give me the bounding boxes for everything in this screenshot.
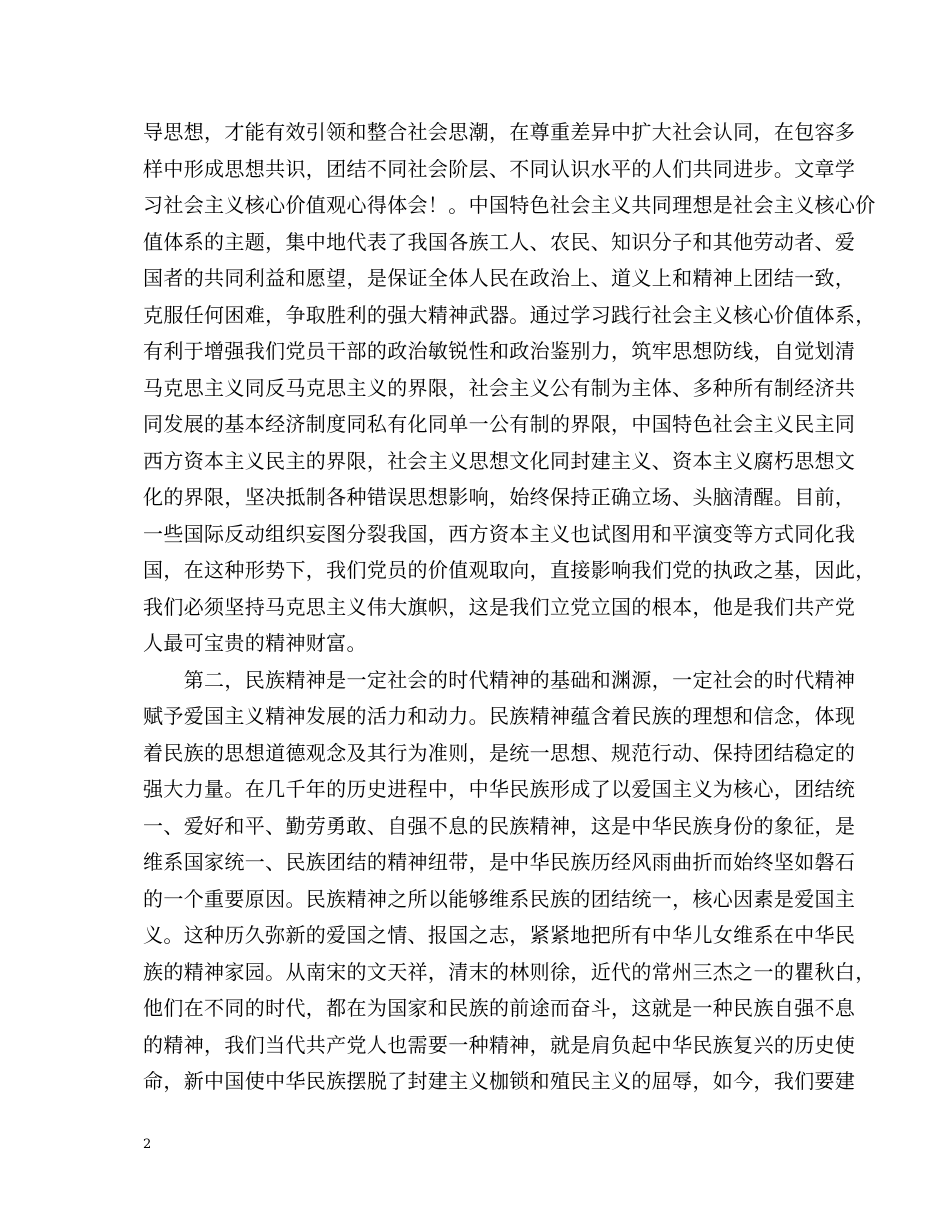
text-line: 值体系的主题，集中地代表了我国各族工人、农民、知识分子和其他劳动者、爱 <box>143 230 856 254</box>
text-line: 他们在不同的时代，都在为国家和民族的前途而奋斗，这就是一种民族自强不息 <box>143 996 856 1020</box>
text-line: 命，新中国使中华民族摆脱了封建主义枷锁和殖民主义的屈辱，如今，我们要建 <box>143 1069 856 1093</box>
text-line: 马克思主义同反马克思主义的界限，社会主义公有制为主体、多种所有制经济共 <box>143 376 856 400</box>
text-line: 一些国际反动组织妄图分裂我国，西方资本主义也试图用和平演变等方式同化我 <box>143 522 856 546</box>
text-line: 有利于增强我们党员干部的政治敏锐性和政治鉴别力，筑牢思想防线，自觉划清 <box>143 339 856 363</box>
text-line: 族的精神家园。从南宋的文天祥，清末的林则徐，近代的常州三杰之一的瞿秋白， <box>143 960 876 984</box>
text-line: 习社会主义核心价值观心得体会！。中国特色社会主义共同理想是社会主义核心价 <box>143 193 876 217</box>
text-line: 西方资本主义民主的界限，社会主义思想文化同封建主义、资本主义腐朽思想文 <box>143 449 856 473</box>
text-line: 导思想，才能有效引领和整合社会思潮，在尊重差异中扩大社会认同，在包容多 <box>143 120 856 144</box>
page-number: 2 <box>143 1137 152 1152</box>
text-line: 化的界限，坚决抵制各种错误思想影响，始终保持正确立场、头脑清醒。目前， <box>143 485 856 509</box>
text-line: 赋予爱国主义精神发展的活力和动力。民族精神蕴含着民族的理想和信念，体现 <box>143 704 856 728</box>
text-line: 义。这种历久弥新的爱国之情、报国之志，紧紧地把所有中华儿女维系在中华民 <box>143 923 856 947</box>
text-line: 着民族的思想道德观念及其行为准则，是统一思想、规范行动、保持团结稳定的 <box>143 741 856 765</box>
text-line: 维系国家统一、民族团结的精神纽带，是中华民族历经风雨曲折而始终坚如磐石 <box>143 850 856 874</box>
text-line: 同发展的基本经济制度同私有化同单一公有制的界限，中国特色社会主义民主同 <box>143 412 856 436</box>
text-line: 第二，民族精神是一定社会的时代精神的基础和渊源，一定社会的时代精神 <box>143 668 856 692</box>
text-line: 的一个重要原因。民族精神之所以能够维系民族的团结统一，核心因素是爱国主 <box>143 887 856 911</box>
text-line: 样中形成思想共识，团结不同社会阶层、不同认识水平的人们共同进步。文章学 <box>143 157 856 181</box>
text-line: 我们必须坚持马克思主义伟大旗帜，这是我们立党立国的根本，他是我们共产党 <box>143 595 856 619</box>
text-line: 的精神，我们当代共产党人也需要一种精神，就是肩负起中华民族复兴的历史使 <box>143 1033 856 1057</box>
text-line: 国，在这种形势下，我们党员的价值观取向，直接影响我们党的执政之基，因此， <box>143 558 876 582</box>
text-line: 国者的共同利益和愿望，是保证全体人民在政治上、道义上和精神上团结一致， <box>143 266 856 290</box>
text-line: 一、爱好和平、勤劳勇敢、自强不息的民族精神，这是中华民族身份的象征，是 <box>143 814 856 838</box>
text-line: 强大力量。在几千年的历史进程中，中华民族形成了以爱国主义为核心，团结统 <box>143 777 856 801</box>
text-line: 人最可宝贵的精神财富。 <box>143 631 367 655</box>
text-line: 克服任何困难，争取胜利的强大精神武器。通过学习践行社会主义核心价值体系， <box>143 303 876 327</box>
